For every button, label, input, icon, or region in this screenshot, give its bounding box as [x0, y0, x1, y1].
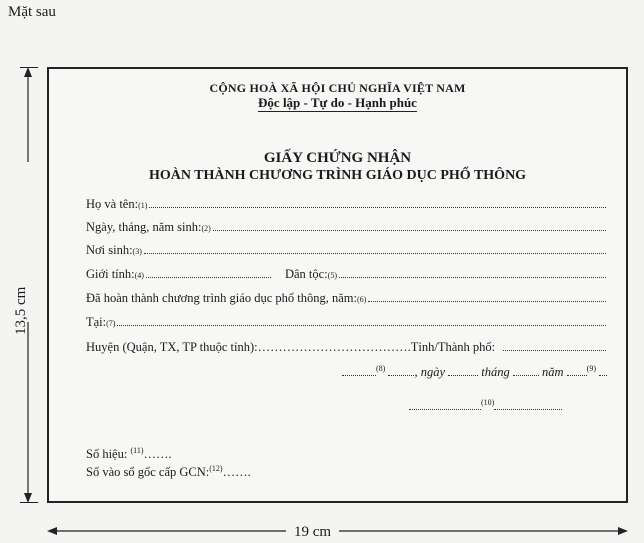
- field-completed-label: Đã hoàn thành chương trình giáo dục phổ thông, năm:: [86, 291, 357, 305]
- field-dob-label: Ngày, tháng, năm sinh:: [86, 220, 202, 234]
- height-dimension: [13, 0, 29, 335]
- field-name: Họ và tên: (1): [86, 197, 606, 212]
- field-at-blank: [117, 315, 606, 326]
- field-dob: Ngày, tháng, năm sinh: (2): [86, 220, 606, 235]
- date-ngay: ngày: [420, 365, 446, 379]
- width-dimension: [47, 520, 628, 540]
- nation-heading: CỘNG HOÀ XÃ HỘI CHỦ NGHĨA VIỆT NAM: [209, 81, 466, 95]
- field-name-label: Họ và tên:: [86, 197, 139, 211]
- field-district-label: Huyện (Quận, TX, TP thuộc tỉnh):: [86, 340, 258, 354]
- field-gender-label: Giới tính:: [86, 267, 135, 281]
- field-province-blank: [503, 340, 606, 351]
- field-gender-blank: [146, 267, 271, 278]
- date-year-blank: [567, 367, 587, 376]
- date-line: $^{(8)}$ , ngày tháng năm $^{(9)}$: [342, 365, 607, 380]
- field-ethnicity-label: Dân tộc:: [284, 267, 328, 281]
- date-thang: tháng: [481, 365, 510, 379]
- page-side-label: Mặt sau: [8, 4, 56, 20]
- date-nam: năm: [542, 365, 564, 379]
- field-dob-blank: [213, 220, 606, 231]
- registry-label: Số vào sổ gốc cấp GCN:: [86, 465, 210, 479]
- date-day-blank: [448, 367, 478, 376]
- date-place-blank-2: [388, 367, 414, 376]
- height-dimension-arrow: [18, 67, 38, 503]
- note-12: (12): [209, 464, 223, 473]
- note-11: (11): [130, 446, 144, 455]
- height-dimension-label: 13,5 cm: [13, 286, 29, 335]
- date-month-blank: [513, 367, 539, 376]
- registry-dots: …….: [222, 465, 251, 479]
- width-dimension-label: 19 cm: [286, 524, 339, 541]
- field-completed: Đã hoàn thành chương trình giáo dục phổ thông, năm: (6): [86, 291, 606, 306]
- serial-dots: …….: [143, 447, 172, 461]
- signature-line: [409, 399, 562, 414]
- motto-text: Độc lập - Tự do - Hạnh phúc: [258, 95, 417, 110]
- signature-blank-2: [494, 401, 562, 410]
- signature-blank: [409, 401, 481, 410]
- motto: [49, 95, 626, 111]
- field-name-blank: [149, 197, 606, 208]
- certificate-title: GIẤY CHỨNG NHẬN: [263, 150, 412, 166]
- date-place-blank: [342, 367, 376, 376]
- field-district-dots: ……………………………….: [257, 340, 411, 354]
- field-at-label: Tại:: [86, 315, 107, 329]
- field-ethnicity-blank: [339, 267, 606, 278]
- field-gender-ethnicity: Giới tính: (4) Dân tộc: (5): [86, 267, 606, 282]
- note-8: (8): [376, 364, 386, 373]
- field-completed-blank: [368, 291, 606, 302]
- field-birthplace: Nơi sinh: (3): [86, 243, 606, 258]
- serial-number: [86, 447, 172, 462]
- note-9: (9): [586, 364, 596, 373]
- field-at: Tại: (7): [86, 315, 606, 330]
- note-10: (10): [481, 398, 495, 407]
- field-province-label: Tỉnh/Thành phố:: [410, 340, 496, 354]
- field-birthplace-label: Nơi sinh:: [86, 243, 133, 257]
- date-year-blank-2: [599, 367, 607, 376]
- field-birthplace-blank: [144, 243, 606, 254]
- certificate-subtitle: HOÀN THÀNH CHƯƠNG TRÌNH GIÁO DỤC PHỔ THÔNG: [148, 168, 527, 183]
- serial-label: Số hiệu:: [86, 447, 128, 461]
- registry-number: [86, 465, 251, 480]
- certificate-card: [47, 67, 628, 503]
- field-district: [86, 340, 606, 355]
